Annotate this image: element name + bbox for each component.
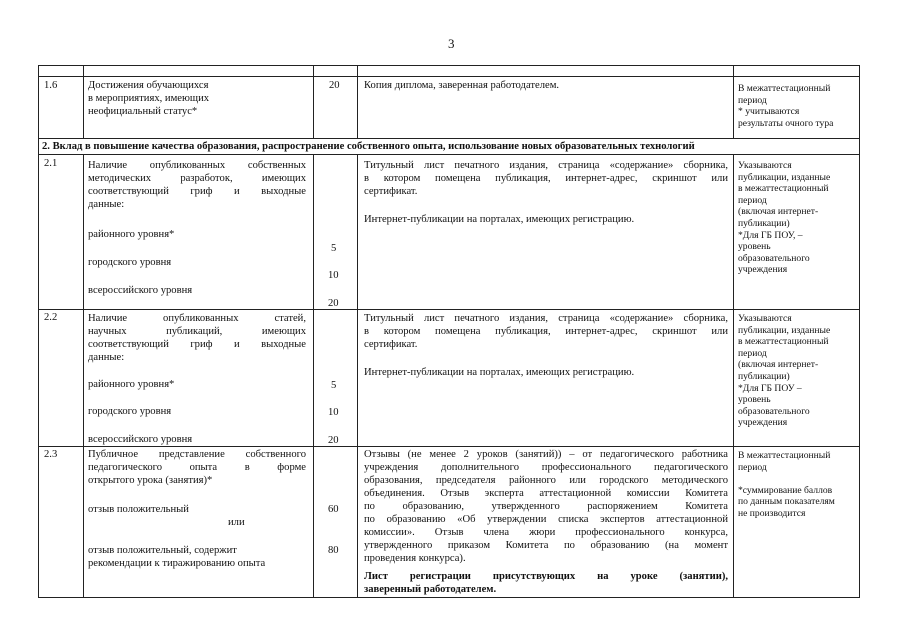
indicator-line: соответствующий гриф и выходные [88, 186, 306, 197]
note-text: Указываются публикации, изданные в межаттестационный период (включая интернет- публикации) *Для ГБ ПОУ, – уровень образовательного учреждения [738, 160, 831, 276]
row-code: 2.3 [44, 449, 58, 460]
page-number: 3 [448, 36, 455, 51]
row-code: 2.1 [44, 158, 58, 169]
level-national: всероссийского уровня [88, 285, 193, 296]
indicator-line: соответствующий гриф и выходные [88, 339, 306, 350]
documents-line: сертификат. [364, 339, 418, 350]
points-value: 20 [329, 80, 340, 91]
level-national: всероссийского уровня [88, 434, 193, 445]
indicator-line: открытого урока (занятия)* [88, 475, 213, 486]
row-code: 2.2 [44, 312, 58, 323]
documents-line: образования, председателя районного или городского методического [364, 475, 728, 486]
note-text: В межаттестационный период * учитываются результаты очного тура [738, 83, 834, 129]
documents-line: утвержденного приказом Комитета по образованию (на момент [364, 540, 728, 551]
points-value: 20 [328, 298, 339, 309]
indicator-line: методических разработок, имеющих [88, 173, 306, 184]
documents-internet: Интернет-публикации на порталах, имеющих регистрацию. [364, 367, 635, 378]
indicator-line: данные: [88, 199, 125, 210]
level-city: городского уровня [88, 257, 172, 268]
indicator-line: данные: [88, 352, 125, 363]
indicator-line: Наличие опубликованных собственных [88, 160, 306, 171]
indicator-line: Публичное представление собственного [88, 449, 306, 460]
option-or: или [228, 517, 245, 528]
registration-line: заверенный работодателем. [364, 584, 497, 595]
option-positive-review: отзыв положительный [88, 504, 189, 515]
indicator-line: Наличие опубликованных статей, [88, 313, 306, 324]
documents-line: в котором помещена публикация, интернет-адрес, скриншот или [364, 326, 728, 337]
documents-line: по образованию «Об утверждении списка экспертов аттестационной [364, 514, 728, 525]
points-value: 10 [328, 270, 339, 281]
indicator-line: научных публикаций, имеющих [88, 326, 306, 337]
documents-line: Титульный лист печатного издания, страница «содержание» сборника, [364, 313, 728, 324]
option-positive-review-recommendation: отзыв положительный, содержит рекомендации к тиражированию опыта [88, 545, 266, 569]
documents-line: Отзывы (не менее 2 уроков (занятий)) – от педагогического работника [364, 449, 728, 460]
documents-line: учреждения дополнительного профессионального педагогического [364, 462, 728, 473]
documents-line: объединения. Отзыв эксперта аттестационной комиссии Комитета [364, 488, 728, 499]
points-value: 10 [328, 407, 339, 418]
documents-line: Титульный лист печатного издания, страница «содержание» сборника, [364, 160, 728, 171]
level-district: районного уровня* [88, 229, 175, 240]
note-text: Указываются публикации, изданные в межаттестационный период (включая интернет- публикации) *Для ГБ ПОУ – уровень образовательного учреждения [738, 313, 831, 429]
level-district: районного уровня* [88, 379, 175, 390]
level-city: городского уровня [88, 406, 172, 417]
row-code: 1.6 [44, 80, 58, 91]
documents-line: по образованию, утвержденного распоряжением Комитета [364, 501, 728, 512]
indicator-text: Достижения обучающихся в мероприятиях, имеющих неофициальный статус* [88, 80, 210, 117]
documents-line: проведения конкурса). [364, 553, 466, 564]
points-value: 5 [331, 243, 337, 254]
documents-line: комиссии». Отзыв члена жюри профессионального конкурса, [364, 527, 728, 538]
documents-internet: Интернет-публикации на порталах, имеющих регистрацию. [364, 214, 635, 225]
points-value: 80 [328, 545, 339, 556]
points-value: 60 [328, 504, 339, 515]
points-value: 5 [331, 380, 337, 391]
documents-text: Копия диплома, заверенная работодателем. [364, 80, 560, 91]
documents-line: сертификат. [364, 186, 418, 197]
section-title: 2. Вклад в повышение качества образования, распространение собственного опыта, использование новых образовательных технологий [42, 141, 695, 152]
registration-line: Лист регистрации присутствующих на уроке (занятии), [364, 571, 728, 582]
note-text: В межаттестационный период *суммирование баллов по данным показателям не производится [738, 450, 835, 519]
documents-line: в котором помещена публикация, интернет-адрес, скриншот или [364, 173, 728, 184]
indicator-line: педагогического опыта в форме [88, 462, 306, 473]
points-value: 20 [328, 435, 339, 446]
